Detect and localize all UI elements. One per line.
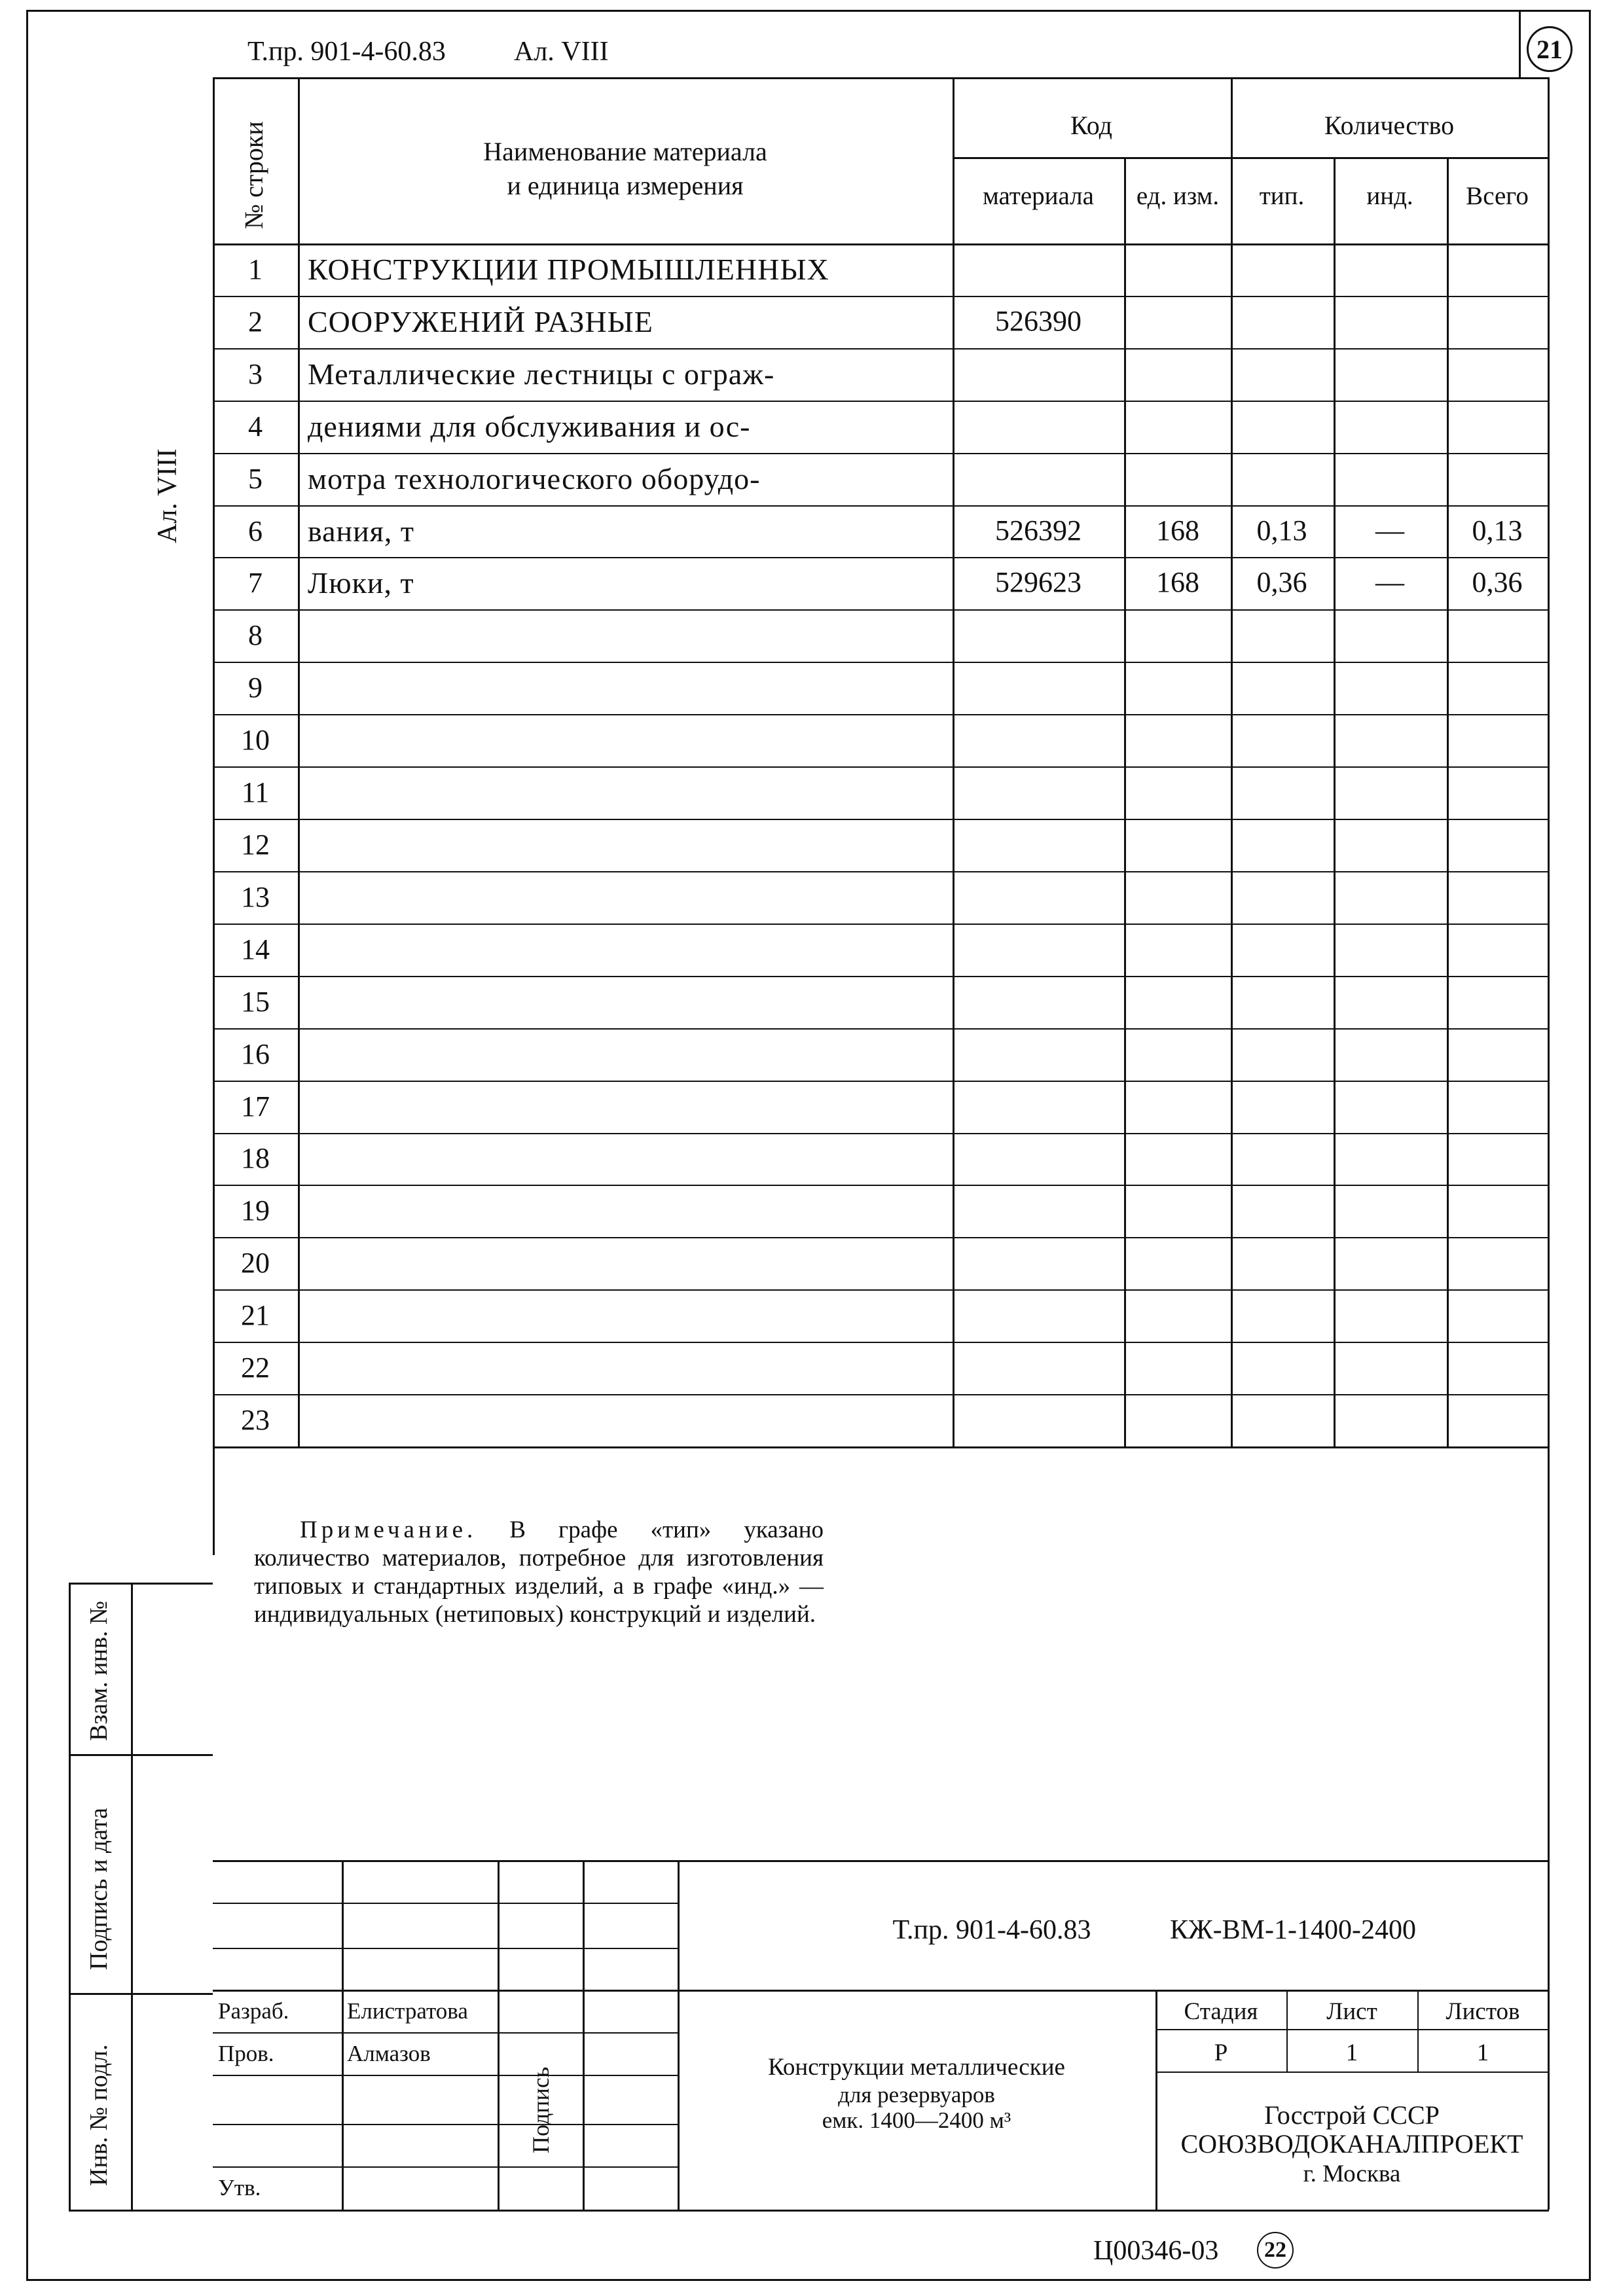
header-doc-code: Т.пр. 901-4-60.83 [247,37,446,67]
row-number: 18 [241,1142,270,1174]
row-name: дениями для обслуживания и ос- [308,410,751,443]
note-heading: Примечание. [300,1516,477,1543]
row-typ: 0,13 [1256,514,1307,547]
page-number: 21 [1536,34,1563,64]
row-name: мотра технологического оборудо- [308,462,761,495]
side-stamp-line1 [69,1754,213,1756]
header-name-line2: и единица измерения [507,171,744,200]
stamp-top-line [213,1860,1549,1862]
row-number: 2 [248,306,263,338]
row-number: 4 [248,410,263,442]
side-stamp-line2 [69,1993,213,1995]
header-total: Всего [1466,182,1529,210]
table-top-border [213,77,1549,79]
row-unit: 168 [1156,514,1199,547]
side-inv-label: Инв. № подл. [85,2044,113,2186]
note-text: В графе «тип» указано количество материалов, потребное для изготовления типовых и стандартных изделий, а в графе «инд.» — индивидуальных (нетиповых) конструкций и изделий. [254,1516,824,1628]
stamp-row-prov [213,2032,678,2034]
row-divider [213,505,1549,507]
stamp-title-line1: Конструкции металлические [768,2054,1065,2081]
row-number: 7 [248,567,263,599]
stamp-row2-line [213,1903,678,1904]
stamp-mid-line [213,1990,1549,1992]
header-code-group: Код [1070,111,1112,140]
col-line-name [953,77,955,1446]
row-number: 9 [248,672,263,704]
row-number: 6 [248,515,263,547]
row-ind: — [1375,514,1404,547]
row-divider [213,714,1549,715]
stamp-col-date [583,1860,585,2210]
col-line-unit [1231,77,1233,1446]
stamp-sheets-label: Листов [1445,1998,1520,2025]
stamp-col-sheets [1417,1990,1419,2072]
stamp-razrab-name: Елистратова [347,1998,468,2024]
row-ind: — [1375,566,1404,598]
stamp-stage-line2 [1155,2072,1548,2073]
side-stamp-bottom [69,2210,1549,2212]
side-stamp-outer [69,1583,71,2210]
row-number: 12 [241,829,270,861]
row-divider [213,924,1549,925]
row-number: 5 [248,463,263,495]
row-divider [213,766,1549,768]
header-unit: ед. изм. [1136,182,1220,210]
header-material: материала [983,182,1094,210]
row-number: 10 [241,724,270,756]
row-divider [213,1185,1549,1186]
header-qty-group: Количество [1324,111,1455,140]
stamp-row3-line [213,1948,678,1949]
row-name: Люки, т [308,566,414,600]
table-bottom-line [213,1446,1549,1448]
stamp-row-empty2 [213,2124,678,2125]
row-number: 20 [241,1247,270,1279]
row-number: 16 [241,1038,270,1070]
row-divider [213,1237,1549,1238]
row-number: 13 [241,881,270,913]
row-divider [213,871,1549,872]
stamp-prov-name: Алмазов [347,2041,431,2066]
side-stamp-top [69,1583,213,1585]
row-number: 15 [241,986,270,1018]
row-divider [213,401,1549,402]
row-divider [213,296,1549,297]
side-stamp-inner [131,1583,133,2210]
header-album: Ал. VIII [514,37,609,67]
row-number: 14 [241,933,270,965]
row-name: СООРУЖЕНИЙ РАЗНЫЕ [308,305,653,338]
side-vzam-label: Взам. инв. № [85,1600,113,1741]
side-podpis-label: Подпись и дата [85,1807,113,1970]
stamp-col-name [342,1860,344,2210]
stamp-col-stage [1155,1990,1157,2210]
stamp-col-sheet [1286,1990,1288,2072]
row-material: 529623 [995,566,1082,598]
row-number: 23 [241,1404,270,1436]
stamp-stage-line1 [1155,2029,1548,2030]
row-number: 3 [248,358,263,390]
stamp-col-sign [498,1860,500,2210]
header-subrow-line [953,157,1548,159]
row-number: 8 [248,619,263,651]
row-divider [213,1081,1549,1082]
row-divider [213,453,1549,454]
stamp-razrab-label: Разраб. [218,1998,289,2024]
stamp-signature-label: Подпись [528,2066,554,2153]
stamp-org-line3: г. Москва [1303,2161,1401,2187]
row-divider [213,1342,1549,1343]
table-right-border [1548,77,1550,2210]
footer-page-badge [1257,2232,1294,2269]
row-number: 1 [248,253,263,285]
stamp-sheet-value: 1 [1345,2039,1358,2066]
table-left-border [213,77,215,1555]
col-line-rownum [298,77,300,1446]
row-divider [213,1289,1549,1291]
stamp-col-main [678,1860,680,2210]
stamp-doc-mark: КЖ-ВМ-1-1400-2400 [1170,1915,1416,1945]
stamp-sheet-label: Лист [1326,1998,1377,2025]
footer-code: Ц00346-03 [1093,2236,1219,2266]
header-row-number: № строки [239,121,268,229]
page-number-badge [1527,26,1573,72]
row-number: 17 [241,1090,270,1122]
stamp-prov-label: Пров. [218,2041,274,2066]
stamp-row-utv [213,2166,678,2168]
col-line-ind [1447,157,1449,1446]
row-material: 526390 [995,305,1082,337]
footer-page-number: 22 [1264,2238,1286,2262]
row-name: КОНСТРУКЦИИ ПРОМЫШЛЕННЫХ [308,253,829,286]
stamp-org-line2: СОЮЗВОДОКАНАЛПРОЕКТ [1180,2129,1523,2159]
row-total: 0,13 [1472,514,1523,547]
row-divider [213,1133,1549,1134]
stamp-doc-designation: Т.пр. 901-4-60.83 [892,1915,1091,1945]
col-line-material [1124,157,1126,1446]
row-material: 526392 [995,514,1082,547]
row-divider [213,819,1549,820]
side-album-label: Ал. VIII [153,448,183,543]
stamp-stage-value: Р [1214,2039,1228,2066]
header-name-line1: Наименование материала [483,137,767,166]
row-divider [213,1394,1549,1395]
row-divider [213,557,1549,558]
stamp-utv-label: Утв. [218,2175,261,2200]
row-name: Металлические лестницы с ограж- [308,357,775,391]
stamp-row-empty1 [213,2075,678,2076]
note-block [254,1516,824,1628]
row-typ: 0,36 [1256,566,1307,598]
row-divider [213,348,1549,350]
stamp-org-line1: Госстрой СССР [1264,2100,1440,2130]
row-divider [213,662,1549,663]
row-number: 22 [241,1352,270,1384]
header-typ: тип. [1259,182,1305,210]
row-number: 19 [241,1194,270,1227]
col-line-typ [1334,157,1336,1446]
row-divider [213,976,1549,977]
header-badge-divider [1519,10,1521,79]
row-divider [213,609,1549,611]
stamp-stage-label: Стадия [1184,1998,1258,2025]
row-number: 21 [241,1299,270,1331]
stamp-title-line3: емк. 1400—2400 м³ [822,2108,1011,2133]
row-name: вания, т [308,514,415,548]
header-ind: инд. [1366,182,1413,210]
row-divider [213,1028,1549,1030]
row-unit: 168 [1156,566,1199,598]
stamp-title-line2: для резервуаров [838,2082,995,2108]
row-number: 11 [241,776,270,808]
header-bottom-line [213,243,1549,245]
stamp-sheets-value: 1 [1476,2039,1489,2066]
row-total: 0,36 [1472,566,1523,598]
